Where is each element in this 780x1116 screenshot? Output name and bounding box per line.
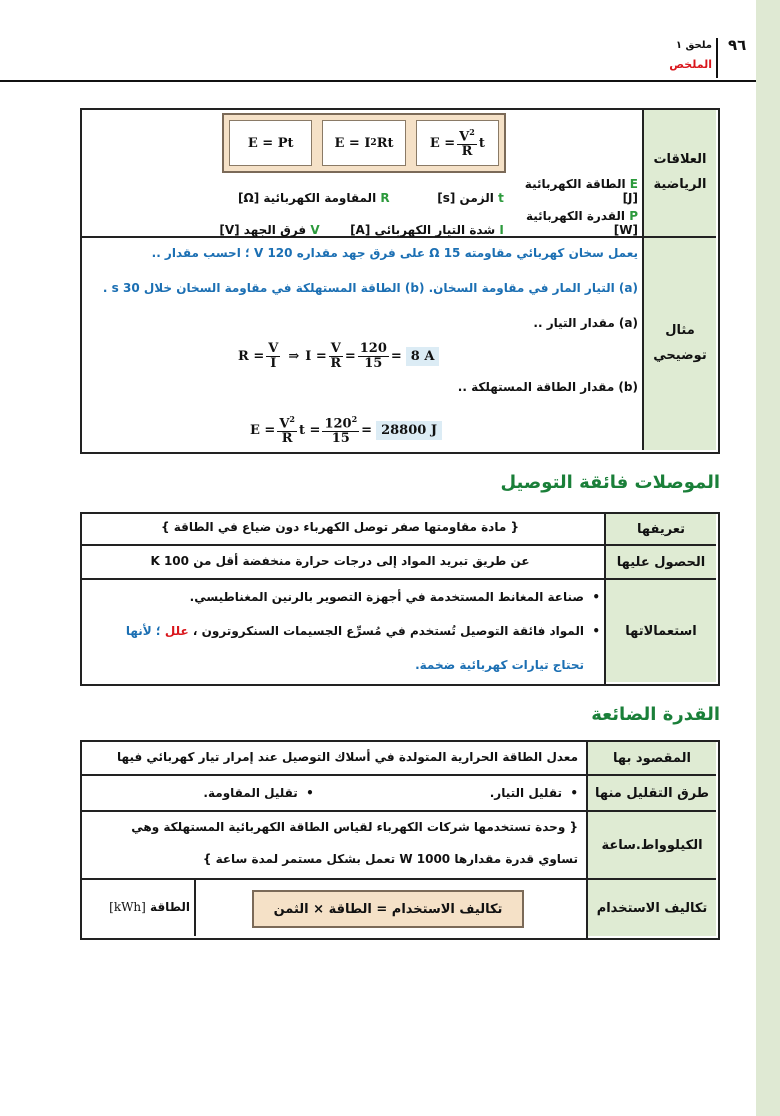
legend-row-1	[138, 177, 638, 205]
legend-item-e: E الطاقة الكهربائية [J]	[524, 177, 638, 205]
f3-fraction	[457, 128, 477, 159]
f3-left: E =	[429, 135, 456, 151]
wp-kwh-line-2: تساوي قدرة مقدارها 1000 W تعمل بشكل مستمر لمدة ساعة }	[202, 852, 578, 866]
eq2-frac-num: $\frac{120^2}{15}$	[324, 413, 358, 446]
example-label: مثال توضيحي	[653, 323, 707, 363]
example-label-cell	[644, 238, 716, 450]
table-divider	[642, 110, 644, 450]
chapter-title: ملحق ١	[675, 40, 712, 51]
bullet-icon: •	[297, 786, 314, 800]
sc-obtaining-text: عن طريق تبريد المواد إلى درجات حرارة منخفضة أقل من 100 K	[150, 554, 530, 568]
header-separator	[716, 38, 718, 78]
header-rule	[0, 80, 756, 82]
formula-e-i2rt	[322, 120, 405, 166]
sc-label-obtaining: الحصول عليها	[606, 546, 716, 578]
eq1-frac-vr: $\frac{V}{R}$	[330, 340, 342, 371]
legend-item-i: I شدة التيار الكهربائي [A]	[350, 223, 504, 237]
example-problem-line-2: (a) التيار المار في مقاومة السخان. (b) الطاقة المستهلكة في مقاومة السخان خلال 30 s .	[102, 281, 638, 295]
cost-formula: تكاليف الاستخدام = الطاقة × الثمن	[273, 901, 503, 917]
wp-reduce-resistance: • تقليل المقاومة.	[203, 786, 314, 800]
bullet-icon: •	[583, 590, 600, 604]
f3-num: V	[459, 129, 470, 145]
sc-label-definition: تعريفها	[606, 514, 716, 544]
cost-formula-box	[252, 890, 524, 928]
legend-item-v: V فرق الجهد [V]	[219, 223, 320, 237]
example-part-a: (a) مقدار التيار ..	[533, 316, 638, 330]
wp-label-kwh: الكيلوواط.ساعة	[588, 812, 716, 878]
wp-label-cost: تكاليف الاستخدام	[588, 880, 716, 936]
f2-sup: 2	[370, 138, 377, 148]
eq1-frac-num: $\frac{120}{15}$	[359, 340, 387, 371]
page-number: ٩٦	[728, 36, 747, 54]
eq1-r: R =	[238, 348, 265, 364]
f3-num-sup: 2	[469, 126, 475, 137]
legend-item-t: t الزمن [s]	[437, 191, 504, 205]
f2-right: Rt	[376, 135, 394, 151]
bullet-icon: •	[561, 786, 578, 800]
f2-left: E = I	[334, 135, 371, 151]
legend-item-p: P القدرة الكهربائية [W]	[525, 209, 638, 237]
eq1-frac-vi: $\frac{V}{I}$	[268, 340, 279, 371]
wp-label-reduce: طرق التقليل منها	[588, 776, 716, 810]
side-strip	[756, 0, 780, 1116]
chapter-subtitle: الملخص	[669, 58, 712, 71]
eq1-arrow: ⇒	[288, 348, 300, 364]
wp-label-meaning: المقصود بها	[588, 742, 716, 774]
formula-e-pt	[229, 120, 312, 166]
relations-label-cell	[644, 110, 716, 236]
wasted-power-title: القدرة الضائعة	[591, 704, 720, 725]
energy-equation: E = $\frac{V^2}{R}$ t = $\frac{120^2}{15}$ = 28800 J	[250, 412, 442, 448]
legend-item-r: R المقاومة الكهربائية [Ω]	[238, 191, 390, 205]
eq2-frac-v2r: $\frac{V^2}{R}$	[279, 413, 295, 446]
formula-e-v2rt	[416, 120, 499, 166]
eq2-result: 28800 J	[376, 421, 442, 440]
reason-tag: علل	[164, 624, 189, 638]
relations-label: العلاقات الرياضية	[653, 152, 707, 192]
energy-unit-note: الطاقة [kWh]	[109, 900, 190, 914]
current-equation: R = $\frac{V}{I}$ ⇒ I = $\frac{V}{R}$ = $\frac{120}{15}$ = 8 A	[238, 338, 439, 374]
wp-kwh-line-1: { وحدة تستخدمها شركات الكهرباء لقياس الطاقة الكهربائية المستهلكة وهي	[131, 820, 578, 834]
eq2-e: E =	[250, 422, 276, 438]
superconductors-title: الموصلات فائقة التوصيل	[500, 472, 720, 493]
legend-row-2	[138, 209, 638, 237]
wp-meaning-text: معدل الطاقة الحرارية المتولدة في أسلاك التوصيل عند إمرار تيار كهربائي فيها	[117, 750, 578, 764]
sc-use-item-1: • صناعة المغانط المستخدمة في أجهزة التصوير بالرنين المغناطيسي.	[189, 590, 600, 604]
eq1-result: 8 A	[406, 347, 440, 366]
example-part-b: (b) مقدار الطاقة المستهلكة ..	[457, 380, 638, 394]
eq2-t: t =	[299, 422, 321, 438]
f3-den: R	[461, 143, 473, 159]
bullet-icon: •	[583, 624, 600, 638]
wp-reduce-current: • تقليل التيار.	[489, 786, 578, 800]
formula-e-pt-text: E = Pt	[247, 135, 294, 151]
wp-energy-divider	[194, 880, 196, 936]
formula-box	[222, 113, 506, 173]
f3-right: t	[478, 135, 485, 151]
sc-definition-text: { مادة مقاومتها صفر توصل الكهرباء دون ضياع في الطاقة }	[161, 520, 519, 534]
wp-reduce-bullets	[98, 786, 578, 800]
example-problem-line-1: يعمل سخان كهربائي مقاومته 15 Ω على فرق جهد مقداره 120 V ؛ احسب مقدار ..	[151, 246, 638, 260]
eq1-i: I =	[305, 348, 327, 364]
sc-use-item-2: • المواد فائقة التوصيل تُستخدم في مُسرِّع الجسيمات السنكروترون ، علل ؛ لأنها	[125, 624, 600, 638]
sc-use-item-2-cont: تحتاج تيارات كهربائية ضخمة.	[415, 658, 584, 672]
sc-label-uses: استعمالاتها	[606, 580, 716, 682]
